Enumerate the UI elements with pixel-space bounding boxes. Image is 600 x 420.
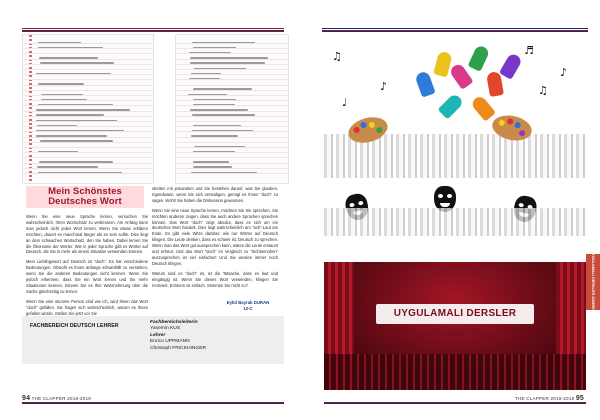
- staff-name: Yasemin KUS: [150, 326, 181, 332]
- sheet-rule-line: [176, 95, 288, 96]
- sheet-rule-line: [23, 48, 153, 49]
- sheet-rule-line: [176, 163, 288, 164]
- sheet-rule-line: [23, 43, 153, 44]
- handwritten-sheet-image: [175, 34, 289, 184]
- sheet-rule-line: [176, 147, 288, 148]
- staff-name: Christoph FRICKHINGER: [150, 345, 206, 351]
- music-note-icon: ♪: [560, 66, 568, 79]
- sheet-rule-line: [23, 59, 153, 60]
- sheet-rule-line: [23, 69, 153, 70]
- right-page: [300, 0, 600, 420]
- handwriting-stroke: [192, 42, 255, 44]
- sheet-rule-line: [23, 64, 153, 65]
- page-footer-left: [22, 395, 91, 402]
- author-signature: [218, 300, 278, 312]
- sheet-rule-line: [176, 69, 288, 70]
- handwritten-sheet-image: [22, 34, 154, 184]
- sheet-rule-line: [23, 74, 153, 75]
- footer-stripe: [22, 402, 284, 404]
- sheet-rule-line: [176, 105, 288, 106]
- handwriting-stroke: [193, 151, 235, 153]
- sheet-rule-line: [23, 105, 153, 106]
- paragraph: Wenn Sie eine neue Sprache lernen, versuchen Sie wahrscheinlich, Ihren Wortschatz zu verbessern. Am Anfang kann man jedoch nicht jedes Wort lernen. Wenn Sie etwas erklären möchten, dauert es manchmal länger als es sein sollte. Dies liegt an dem schwachen Wortschatz, den Sie haben. Dabei lernen Sie die Ökonomie der Wörter. Wie in jeder Sprache gibt es Wörter auf Deutsch, die Sie in mehr als einem Situation verwenden können.: [26, 214, 148, 255]
- sheet-rule-line: [23, 147, 153, 148]
- paragraph: Wenn Sie eine neue Sprache lernen, möchten Sie Sie sprechen. Sie möchten anderen zeigen, dass Sie auch andere Sprachen sprechen können. Das Wort “doch” zeigt absolut, dass es sich um ein deutsches Wort handelt. Dies liegt wahrscheinlich am “ach”-Laut am Ende. Es gibt viele Witze darüber, wie nur Wörter auf Deutsch klingen. Die Leute denken, dass es schwer ist, Deutsch zu sprechen. Wenn man das Wort gut aussprechen kann, wären die Leute erstaunt und erfreut. Und das Wort “doch” im Vergleich zu “Sichbemühen” auszusprechen ist viel einfacher! Und Sie werden immer noch Deutsch klingen.: [152, 207, 278, 266]
- article-column-2: [152, 186, 278, 293]
- sheet-rule-line: [23, 121, 153, 122]
- sheet-rule-line: [23, 131, 153, 132]
- handwriting-stroke: [38, 151, 79, 153]
- page-footer-right: [515, 395, 584, 402]
- handwriting-stroke: [193, 47, 236, 49]
- page-number: 94: [22, 395, 31, 402]
- handwriting-stroke: [38, 83, 84, 85]
- handwriting-stroke: [194, 68, 246, 70]
- sheet-rule-line: [176, 157, 288, 158]
- paragraph: Warum sind es “doch” ist, ist die Tatsache, dass es laut und eingängig ist. Wenn Sie dieses Wort verwenden, klingen Sie motiviert. Erinnern ist einfach. Stimmen Sie nicht zu?: [152, 270, 278, 288]
- top-stripe: [22, 28, 284, 32]
- sheet-rule-line: [176, 85, 288, 86]
- athlete-figure: [468, 44, 491, 72]
- crowd-silhouettes: [324, 208, 586, 236]
- sheet-rule-line: [23, 168, 153, 169]
- sheet-rule-line: [176, 59, 288, 60]
- section-side-tab: [586, 250, 600, 314]
- staff-list: [150, 320, 280, 352]
- sheet-rule-line: [23, 53, 153, 54]
- sheet-rule-line: [176, 43, 288, 44]
- sheet-rule-line: [23, 111, 153, 112]
- handwriting-stroke: [191, 73, 221, 75]
- sheet-rule-line: [23, 116, 153, 117]
- top-stripe: [322, 28, 588, 32]
- page-number: 95: [575, 395, 584, 402]
- theater-stage-image: [324, 262, 586, 390]
- sheet-rule-line: [23, 100, 153, 101]
- article-title: Mein Schönstes Deutsches Wort: [26, 186, 144, 208]
- handwriting-stroke: [41, 94, 84, 96]
- athlete-figure: [414, 70, 435, 97]
- sheet-rule-line: [23, 79, 153, 80]
- sheet-rule-line: [176, 131, 288, 132]
- sheet-rule-line: [176, 126, 288, 127]
- music-note-icon: ♫: [538, 84, 548, 97]
- sheet-rule-line: [176, 137, 288, 138]
- sheet-rule-line: [23, 173, 153, 174]
- sheet-rule-line: [176, 100, 288, 101]
- handwriting-stroke: [36, 135, 107, 137]
- sheet-rule-line: [23, 90, 153, 91]
- sheet-rule-line: [23, 95, 153, 96]
- department-info-box: [22, 316, 284, 364]
- sheet-rule-line: [176, 168, 288, 169]
- handwriting-stroke: [41, 99, 88, 101]
- paragraph: Wenn Sie eine stumme Person sind wie ich, wird Ihnen das Wort “doch” gefallen. Sie fragen sich wahrscheinlich, warum es Ihnen gefallen würde. Stellen Sie jetzt vor Sie: [26, 298, 148, 316]
- handwriting-stroke: [39, 57, 99, 59]
- music-note-icon: ♬: [524, 44, 534, 57]
- handwriting-stroke: [194, 146, 245, 148]
- department-banner: UYGULAMALI DERSLER ZÜMRESİ: [376, 304, 534, 324]
- sheet-rule-line: [23, 126, 153, 127]
- sheet-rule-line: [176, 79, 288, 80]
- author-name: Eylül Bayrak DURAN: [226, 300, 270, 305]
- sheet-margin-decoration: [29, 35, 32, 183]
- sheet-rule-line: [23, 163, 153, 164]
- sheet-rule-line: [176, 53, 288, 54]
- handwriting-stroke: [38, 42, 80, 44]
- music-note-icon: ♩: [342, 96, 348, 109]
- sheet-rule-line: [176, 152, 288, 153]
- handwriting-stroke: [190, 57, 268, 59]
- sheet-rule-line: [23, 137, 153, 138]
- footer-publication: THE CLAPPER 2018-2019: [514, 396, 575, 401]
- handwriting-stroke: [36, 114, 104, 116]
- handwriting-stroke: [193, 88, 252, 90]
- sheet-rule-line: [23, 142, 153, 143]
- handwriting-stroke: [37, 125, 77, 127]
- sheet-rule-line: [176, 142, 288, 143]
- handwriting-stroke: [191, 172, 257, 174]
- handwriting-stroke: [191, 135, 238, 137]
- sheet-rule-line: [176, 64, 288, 65]
- sheet-rule-line: [176, 116, 288, 117]
- athlete-figure: [499, 52, 523, 80]
- side-tab-label: UYGULAMALI DERSLER ZÜMRESİ: [591, 250, 596, 314]
- staff-heading: Lehrer: [150, 332, 166, 338]
- sheet-rule-line: [23, 157, 153, 158]
- handwriting-stroke: [36, 120, 117, 122]
- sheet-rule-line: [176, 111, 288, 112]
- handwriting-stroke: [193, 125, 241, 127]
- paragraph: Mein Lieblingswort auf Deutsch ist “doch”. Es hat verschiedene Bedeutungen. Obwohl es ihnen anfangs schwerfällt zu verstehen, wenn Sie die anderen Bedeutungen nicht kennen. Wenn Sie jedoch erkennen, dass Sie ein Wort lernen und Sie mehr Situationen kennen, können Sie es Ihre Wahrnehmung über die Sache gleichzeitig zu lernen.: [26, 259, 148, 294]
- sheet-rule-line: [176, 173, 288, 174]
- author-class: 12-C: [243, 306, 253, 311]
- handwriting-stroke: [37, 166, 98, 168]
- music-note-icon: ♪: [380, 80, 388, 93]
- footer-publication: THE CLAPPER 2018-2019: [31, 396, 91, 401]
- handwriting-stroke: [188, 94, 226, 96]
- athlete-figure: [470, 94, 496, 121]
- sheet-rule-line: [176, 74, 288, 75]
- handwriting-stroke: [36, 73, 111, 75]
- staff-heading: Fachbereichsleiterin: [150, 320, 198, 325]
- handwriting-stroke: [190, 109, 249, 111]
- handwriting-stroke: [40, 62, 114, 64]
- sports-figures-illustration: [414, 42, 524, 124]
- staff-name: Enrico UPPMANN: [150, 339, 190, 345]
- footer-stripe: [324, 402, 586, 404]
- handwriting-stroke: [40, 140, 114, 142]
- handwriting-stroke: [193, 161, 229, 163]
- handwriting-stroke: [193, 99, 236, 101]
- athlete-figure: [486, 71, 504, 97]
- sheet-rule-line: [176, 48, 288, 49]
- handwriting-stroke: [192, 114, 255, 116]
- handwriting-stroke: [38, 172, 123, 174]
- sheet-rule-line: [176, 121, 288, 122]
- music-note-icon: ♫: [332, 50, 342, 63]
- paragraph: streiten mit jemandem und Sie bestehen darauf, was Sie glauben. Irgendwann, wenn Sie sich verteidigen, genügt es Ihnen “doch” zu sagen. Wohl! Sie haben die Diskussion gewonnen.: [152, 186, 278, 203]
- theater-seats: [324, 354, 586, 390]
- sheet-rule-line: [23, 85, 153, 86]
- handwriting-stroke: [39, 161, 113, 163]
- handwriting-stroke: [190, 62, 265, 64]
- handwriting-stroke: [36, 109, 130, 111]
- article-column-1: [26, 214, 148, 321]
- sheet-rule-line: [176, 90, 288, 91]
- arts-sports-collage: [324, 36, 586, 246]
- handwriting-stroke: [193, 166, 231, 168]
- department-title: FACHBEREICH DEUTSCH LEHRER: [30, 323, 119, 329]
- handwriting-stroke: [38, 47, 103, 49]
- athlete-figure: [433, 51, 453, 78]
- sheet-rule-line: [23, 152, 153, 153]
- athlete-figure: [438, 93, 465, 120]
